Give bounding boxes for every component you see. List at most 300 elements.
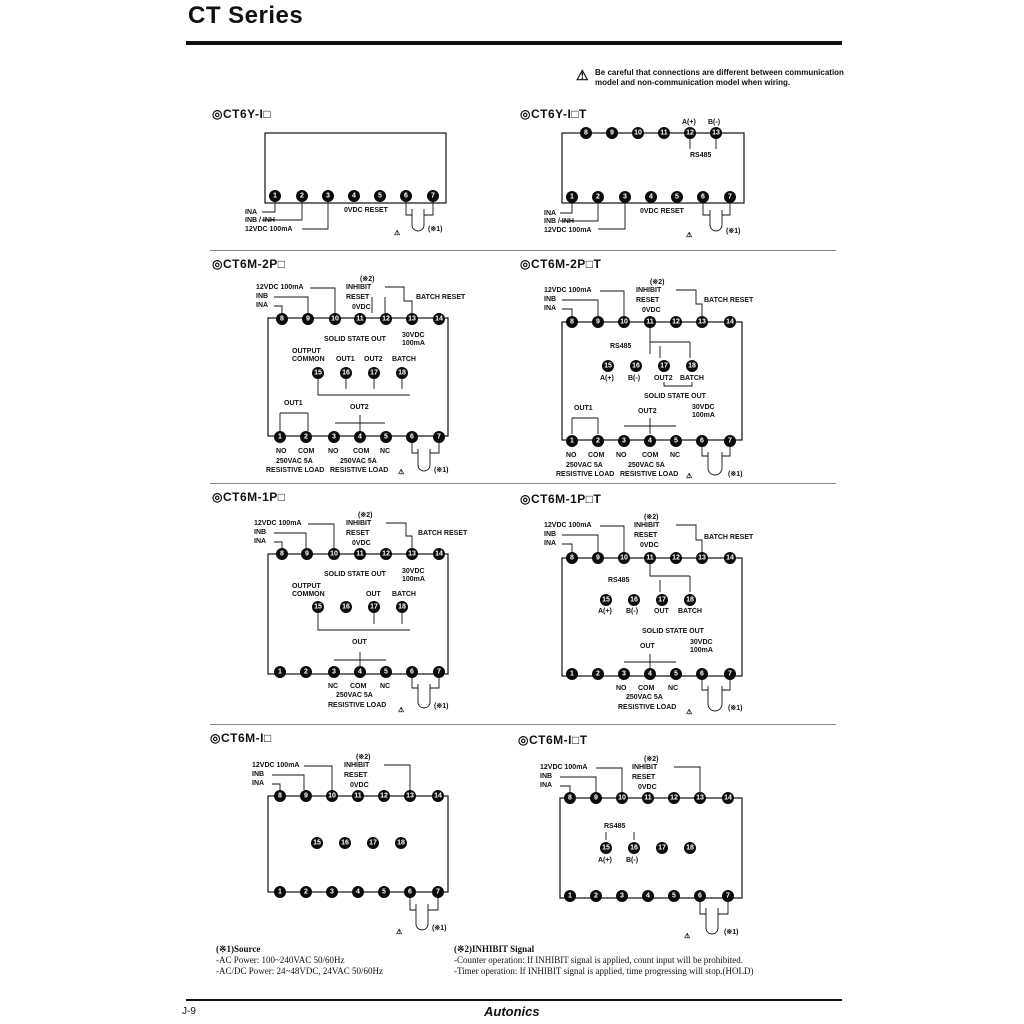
label-note1: (※1) [434,703,449,710]
svg-text:14: 14 [726,554,734,562]
label-b-minus: B(-) [626,608,639,615]
svg-text:16: 16 [342,603,350,611]
svg-text:17: 17 [370,369,378,377]
svg-text:3: 3 [622,437,626,445]
svg-text:7: 7 [728,437,732,445]
svg-text:6: 6 [410,668,414,676]
label-0vdc: 0VDC [352,540,371,547]
header-rule [186,41,842,45]
svg-text:1: 1 [570,670,574,678]
svg-text:5: 5 [382,888,386,896]
label-batch-reset: BATCH RESET [418,530,468,537]
terminal-row-bottom [566,435,736,447]
label-batch: BATCH [678,608,702,615]
label-nc: NC [380,448,391,455]
svg-text:5: 5 [384,668,388,676]
label-note1: (※1) [728,471,743,478]
diagram-ct6y-it [540,115,760,240]
svg-text:13: 13 [698,318,706,326]
svg-text:8: 8 [280,315,284,323]
svg-text:2: 2 [304,888,308,896]
label-12vdc: 12VDC 100mA [544,227,592,234]
svg-text:2: 2 [596,670,600,678]
section-divider [210,483,836,484]
label-note2: (※2) [358,512,373,519]
label-ina: INA [544,305,557,312]
svg-text:2: 2 [594,892,598,900]
diagram-ct6m-1pt [540,512,770,722]
terminal-row-bottom [274,666,445,678]
svg-text:5: 5 [672,892,676,900]
label-reset: RESET [346,530,370,537]
svg-text:8: 8 [584,129,588,137]
label-ina: INA [544,210,557,217]
label-inb: INB [252,771,265,778]
label-inb: INB [544,296,557,303]
svg-text:11: 11 [644,794,652,802]
label-inhibit: INHIBIT [346,284,372,291]
label-common: COMMON [292,356,325,363]
label-solid-state-out: SOLID STATE OUT [644,393,706,400]
svg-text:10: 10 [620,318,628,326]
svg-text:1: 1 [570,437,574,445]
label-com: COM [588,452,605,459]
page-number: J-9 [182,1006,196,1017]
label-0vdc: 0VDC [642,307,661,314]
label-resistive: RESISTIVE LOAD [328,702,387,709]
terminal-row-middle [602,360,698,372]
svg-text:10: 10 [328,792,336,800]
label-out1: OUT1 [574,405,593,412]
label-solid-state-out: SOLID STATE OUT [642,628,704,635]
label-common: COMMON [292,591,325,598]
label-solid-state-out: SOLID STATE OUT [324,336,386,343]
svg-text:15: 15 [313,839,321,847]
svg-text:8: 8 [280,550,284,558]
svg-text:5: 5 [674,437,678,445]
label-0vdc: 0VDC [352,304,371,311]
label-note1: (※1) [432,925,447,932]
svg-text:7: 7 [437,668,441,676]
label-output: OUTPUT [292,583,321,590]
svg-text:13: 13 [408,550,416,558]
svg-text:15: 15 [314,369,322,377]
svg-text:6: 6 [700,437,704,445]
label-note1: (※1) [728,705,743,712]
svg-text:12: 12 [382,315,390,323]
svg-text:3: 3 [330,888,334,896]
svg-text:1: 1 [278,668,282,676]
diagram-ct6m-2p [240,273,480,478]
svg-text:14: 14 [726,318,734,326]
label-inb-inh: INB / INH [544,218,574,225]
svg-text:2: 2 [596,437,600,445]
svg-text:4: 4 [646,892,650,900]
label-reset: RESET [632,774,656,781]
svg-text:12: 12 [382,550,390,558]
label-note1: (※1) [428,226,443,233]
svg-text:5: 5 [674,670,678,678]
svg-text:1: 1 [278,888,282,896]
warning-icon: ⚠ [398,707,405,714]
terminal-row-bottom [564,890,734,902]
label-inhibit: INHIBIT [632,764,658,771]
svg-text:13: 13 [698,554,706,562]
svg-text:6: 6 [408,888,412,896]
label-250vac: 250VAC 5A [566,462,603,469]
footer-rule [186,999,842,1001]
label-resistive: RESISTIVE LOAD [618,704,677,711]
svg-text:15: 15 [314,603,322,611]
label-a-plus: A(+) [682,119,696,126]
label-0vdc-reset: 0VDC RESET [344,207,388,214]
label-note1: (※1) [434,467,449,474]
label-resistive: RESISTIVE LOAD [330,467,389,474]
wiring-warning [576,68,846,88]
label-12vdc: 12VDC 100mA [540,764,588,771]
terminal-row-middle [600,594,696,606]
svg-text:11: 11 [354,792,362,800]
svg-text:14: 14 [434,792,442,800]
svg-text:7: 7 [726,892,730,900]
svg-text:9: 9 [594,794,598,802]
model-ct6m-it: ◎CT6M-I□T [518,733,588,747]
label-0vdc: 0VDC [350,782,369,789]
svg-text:8: 8 [570,318,574,326]
label-30vdc: 30VDC [402,332,425,339]
label-12vdc: 12VDC 100mA [245,226,293,233]
svg-text:3: 3 [620,892,624,900]
svg-text:3: 3 [622,670,626,678]
diagram-ct6m-1p [240,510,480,720]
svg-text:9: 9 [610,129,614,137]
svg-text:18: 18 [688,362,696,370]
model-ct6y-it: ◎CT6Y-I□T [520,107,587,121]
svg-text:16: 16 [342,369,350,377]
label-out: OUT [366,591,381,598]
label-out2: OUT2 [654,375,673,382]
section-divider [210,250,836,251]
svg-text:3: 3 [332,433,336,441]
label-batch-reset: BATCH RESET [416,294,466,301]
label-note2: (※2) [644,514,659,521]
svg-text:14: 14 [724,794,732,802]
svg-text:10: 10 [618,794,626,802]
model-ct6m-i: ◎CT6M-I□ [210,731,272,745]
label-12vdc: 12VDC 100mA [252,762,300,769]
label-0vdc: 0VDC [640,542,659,549]
svg-text:18: 18 [398,369,406,377]
footnote-source-title: (※1)Source [216,944,261,954]
footnote-inhibit-counter: -Counter operation: If INHIBIT signal is applied, count input will be prohibited. [454,955,744,965]
label-note2: (※2) [650,279,665,286]
svg-text:17: 17 [658,844,666,852]
svg-text:1: 1 [568,892,572,900]
label-solid-state-out: SOLID STATE OUT [324,571,386,578]
label-12vdc: 12VDC 100mA [254,520,302,527]
label-com: COM [638,685,655,692]
label-250vac: 250VAC 5A [276,458,313,465]
svg-text:6: 6 [410,433,414,441]
terminal-row-bottom [566,668,736,680]
label-ina: INA [254,538,267,545]
label-rs485: RS485 [604,823,626,830]
terminal-row-middle [312,601,408,613]
label-com: COM [350,683,367,690]
svg-text:7: 7 [436,888,440,896]
terminal-row-bottom [274,431,445,443]
label-12vdc: 12VDC 100mA [256,284,304,291]
label-30vdc: 30VDC [690,639,713,646]
svg-text:9: 9 [305,550,309,558]
svg-text:9: 9 [596,318,600,326]
svg-text:3: 3 [623,193,627,201]
svg-text:8: 8 [278,792,282,800]
svg-text:15: 15 [604,362,612,370]
label-batch-reset: BATCH RESET [704,297,754,304]
svg-text:5: 5 [378,192,382,200]
label-batch: BATCH [680,375,704,382]
svg-text:2: 2 [300,192,304,200]
label-rs485: RS485 [690,152,712,159]
label-a-plus: A(+) [598,608,612,615]
label-30vdc: 30VDC [692,404,715,411]
label-batch: BATCH [392,356,416,363]
svg-text:11: 11 [646,554,654,562]
label-no: NO [616,685,627,692]
warning-icon: ⚠ [686,709,693,716]
svg-text:9: 9 [596,554,600,562]
svg-text:15: 15 [602,596,610,604]
label-inhibit: INHIBIT [636,287,662,294]
terminal-row-middle [312,367,408,379]
terminal-row-bottom [269,190,439,202]
svg-text:11: 11 [356,315,364,323]
footnote-inhibit-timer: -Timer operation: If INHIBIT signal is applied, time progressing will stop.(HOLD) [454,966,754,976]
warning-icon: ⚠ [576,67,589,83]
label-reset: RESET [346,294,370,301]
svg-text:17: 17 [658,596,666,604]
svg-text:2: 2 [596,193,600,201]
label-b-minus: B(-) [628,375,641,382]
label-100ma: 100mA [402,576,425,583]
label-note1: (※1) [724,929,739,936]
footnote-source [216,944,383,977]
label-out: OUT [654,608,669,615]
svg-text:13: 13 [696,794,704,802]
svg-text:18: 18 [398,603,406,611]
label-inhibit: INHIBIT [634,522,660,529]
label-out1: OUT1 [284,400,303,407]
brand-logo: Autonics [484,1004,540,1019]
label-inb: INB [540,773,553,780]
warning-icon: ⚠ [684,933,691,940]
label-out: OUT [640,643,655,650]
label-250vac: 250VAC 5A [626,694,663,701]
label-30vdc: 30VDC [402,568,425,575]
label-note2: (※2) [356,754,371,761]
svg-text:1: 1 [273,192,277,200]
label-out2: OUT2 [364,356,383,363]
footnote-source-ac: -AC Power: 100~240VAC 50/60Hz [216,955,345,965]
svg-text:4: 4 [358,433,362,441]
page-title: CT Series [188,2,304,29]
svg-text:13: 13 [406,792,414,800]
svg-text:8: 8 [568,794,572,802]
svg-text:17: 17 [369,839,377,847]
svg-text:4: 4 [648,437,652,445]
svg-text:6: 6 [698,892,702,900]
svg-text:6: 6 [701,193,705,201]
svg-text:8: 8 [570,554,574,562]
label-nc: NC [380,683,391,690]
svg-text:18: 18 [397,839,405,847]
label-rs485: RS485 [610,343,632,350]
label-inhibit: INHIBIT [346,520,372,527]
svg-text:16: 16 [630,844,638,852]
label-ina: INA [256,302,269,309]
warning-icon: ⚠ [394,230,401,237]
label-inb: INB [254,529,267,536]
label-100ma: 100mA [402,340,425,347]
svg-text:16: 16 [630,596,638,604]
model-ct6m-2pt: ◎CT6M-2P□T [520,257,602,271]
svg-text:4: 4 [649,193,653,201]
svg-text:9: 9 [306,315,310,323]
svg-text:1: 1 [570,193,574,201]
warning-icon: ⚠ [686,473,693,480]
label-reset: RESET [636,297,660,304]
label-out2: OUT2 [350,404,369,411]
svg-text:12: 12 [670,794,678,802]
label-batch-reset: BATCH RESET [704,534,754,541]
label-100ma: 100mA [692,412,715,419]
label-b-minus: B(-) [626,857,639,864]
label-output: OUTPUT [292,348,321,355]
label-com: COM [642,452,659,459]
svg-text:16: 16 [341,839,349,847]
label-out: OUT [352,639,367,646]
label-a-plus: A(+) [600,375,614,382]
label-batch: BATCH [392,591,416,598]
warning-text: Be careful that connections are different between communication model and non-communication model when wiring. [595,68,844,87]
label-out2: OUT2 [638,408,657,415]
label-a-plus: A(+) [598,857,612,864]
warning-icon: ⚠ [398,469,405,476]
label-no: NO [328,448,339,455]
svg-text:13: 13 [712,129,720,137]
footnote-source-acdc: -AC/DC Power: 24~48VDC, 24VAC 50/60Hz [216,966,383,976]
svg-text:11: 11 [356,550,364,558]
label-ina: INA [245,209,258,216]
diagram-ct6m-2pt [540,276,770,481]
svg-text:6: 6 [404,192,408,200]
model-ct6m-2p: ◎CT6M-2P□ [212,257,286,271]
svg-text:4: 4 [356,888,360,896]
label-0vdc-reset: 0VDC RESET [640,208,684,215]
svg-text:10: 10 [620,554,628,562]
svg-text:7: 7 [437,433,441,441]
label-inhibit: INHIBIT [344,762,370,769]
terminal-row-top [276,313,445,325]
svg-text:5: 5 [675,193,679,201]
svg-text:17: 17 [370,603,378,611]
svg-text:11: 11 [646,318,654,326]
label-ina: INA [252,780,265,787]
label-no: NO [276,448,287,455]
svg-text:11: 11 [660,129,668,137]
diagram-ct6y-i [240,125,460,240]
svg-text:12: 12 [686,129,694,137]
label-inb: INB [544,531,557,538]
label-250vac: 250VAC 5A [628,462,665,469]
label-resistive: RESISTIVE LOAD [556,471,615,478]
footnote-inhibit-title: (※2)INHIBIT Signal [454,944,535,954]
svg-text:12: 12 [672,554,680,562]
label-com: COM [298,448,315,455]
svg-text:10: 10 [634,129,642,137]
svg-text:14: 14 [435,550,443,558]
model-ct6y-i: ◎CT6Y-I□ [212,107,272,121]
svg-text:7: 7 [728,193,732,201]
label-resistive: RESISTIVE LOAD [620,471,679,478]
model-ct6m-1p: ◎CT6M-1P□ [212,490,286,504]
label-250vac: 250VAC 5A [340,458,377,465]
svg-text:4: 4 [352,192,356,200]
footnote-inhibit [454,944,753,977]
svg-text:18: 18 [686,596,694,604]
label-reset: RESET [344,772,368,779]
label-12vdc: 12VDC 100mA [544,287,592,294]
svg-text:7: 7 [431,192,435,200]
label-no: NO [566,452,577,459]
label-250vac: 250VAC 5A [336,692,373,699]
label-inb-inh: INB / INH [245,217,275,224]
label-b-minus: B(-) [708,119,721,126]
label-no: NO [616,452,627,459]
model-ct6m-1pt: ◎CT6M-1P□T [520,492,602,506]
label-ina: INA [544,540,557,547]
svg-text:4: 4 [648,670,652,678]
svg-text:3: 3 [332,668,336,676]
svg-text:10: 10 [331,315,339,323]
warning-icon: ⚠ [396,929,403,936]
label-note2: (※2) [644,756,659,763]
svg-text:18: 18 [686,844,694,852]
label-resistive: RESISTIVE LOAD [266,467,325,474]
terminal-row-middle [311,837,407,849]
svg-text:6: 6 [700,670,704,678]
label-note2: (※2) [360,276,375,283]
label-nc: NC [670,452,681,459]
label-12vdc: 12VDC 100mA [544,522,592,529]
svg-text:12: 12 [380,792,388,800]
label-nc: NC [328,683,339,690]
label-nc: NC [668,685,679,692]
label-ina: INA [540,782,553,789]
svg-text:16: 16 [632,362,640,370]
svg-text:2: 2 [304,668,308,676]
label-inb: INB [256,293,269,300]
svg-text:3: 3 [326,192,330,200]
diagram-ct6m-i [240,752,480,942]
label-com: COM [353,448,370,455]
svg-text:7: 7 [728,670,732,678]
svg-text:13: 13 [408,315,416,323]
svg-text:17: 17 [660,362,668,370]
svg-text:10: 10 [330,550,338,558]
terminal-row-bottom [566,191,736,203]
